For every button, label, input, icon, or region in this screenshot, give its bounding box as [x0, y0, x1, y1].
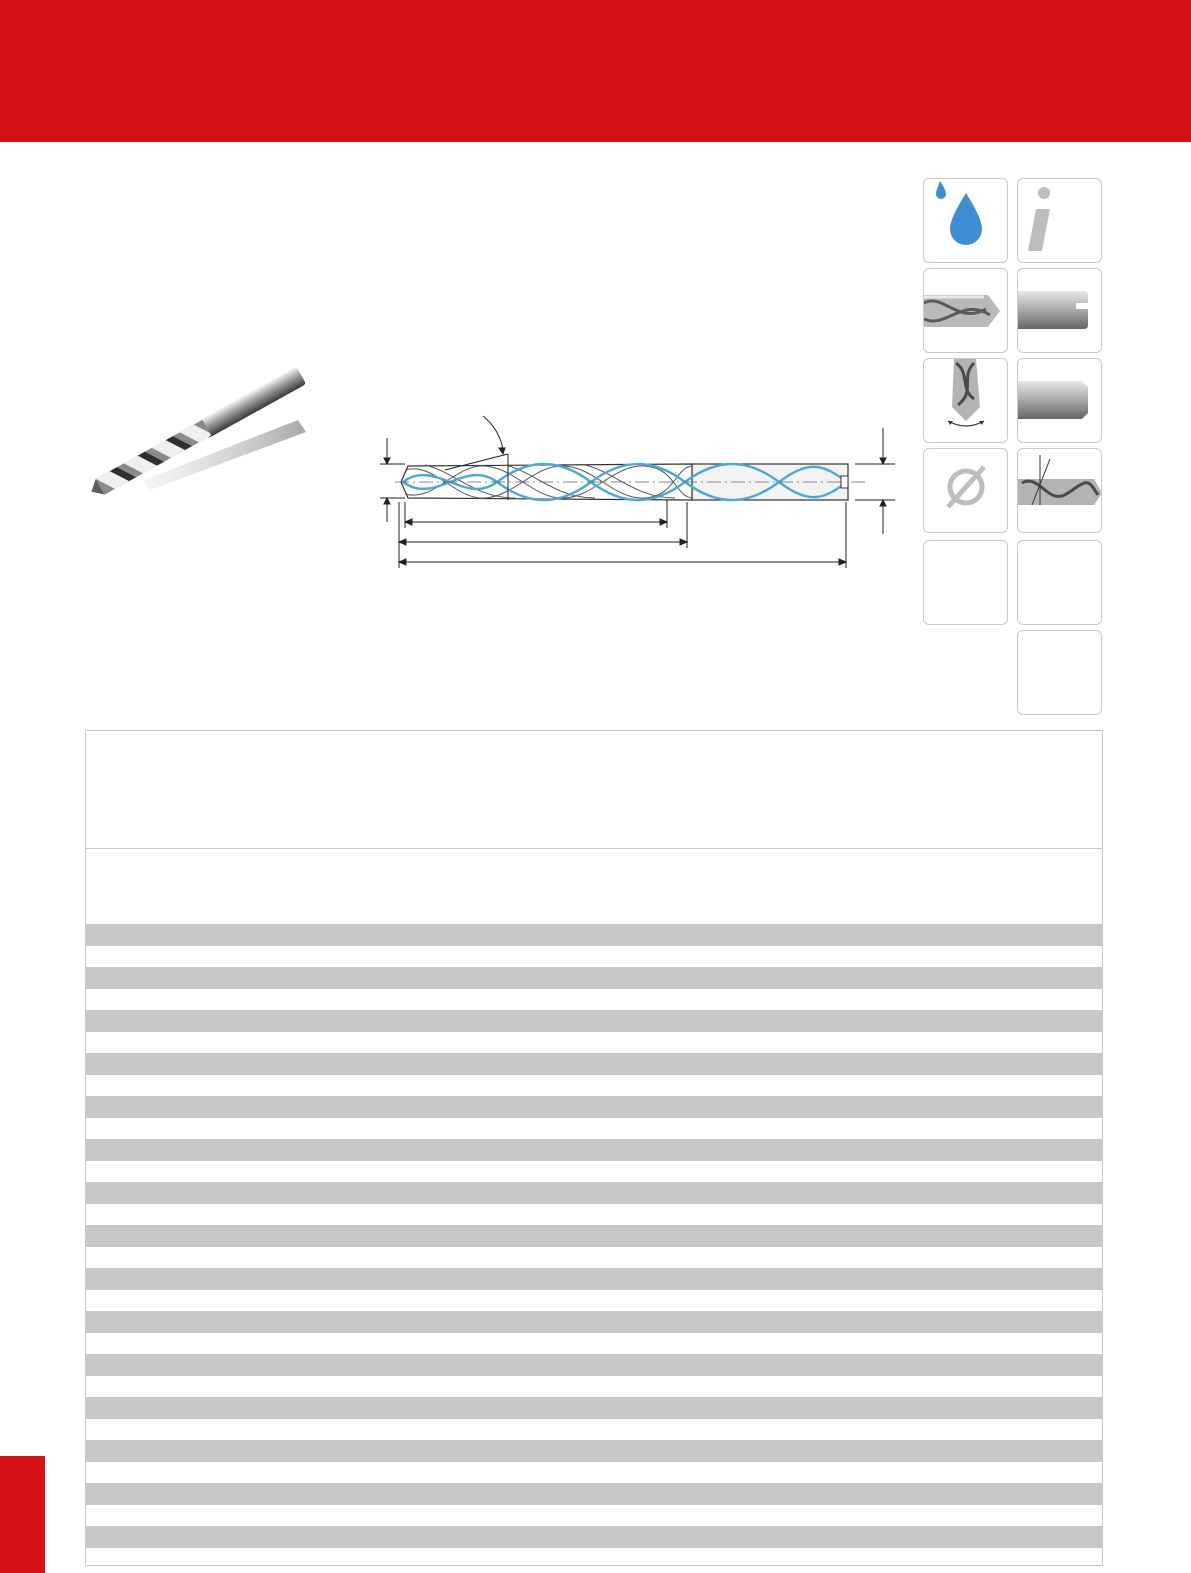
table-row	[86, 1053, 1102, 1075]
table-row	[86, 967, 1102, 989]
table-row	[86, 1526, 1102, 1548]
table-row	[86, 1010, 1102, 1032]
side-tab	[0, 1456, 45, 1573]
point-angle-icon	[923, 358, 1008, 443]
shank-flat-icon	[1017, 268, 1102, 353]
spec-table-panel	[85, 730, 1103, 1566]
blank-tile	[1017, 630, 1102, 715]
table-row	[86, 1440, 1102, 1462]
drill-product-photo	[84, 362, 314, 502]
table-row	[86, 1268, 1102, 1290]
panel-divider	[86, 848, 1102, 849]
table-row	[86, 1397, 1102, 1419]
diameter-icon	[923, 448, 1008, 533]
info-icon	[1017, 178, 1102, 263]
table-row	[86, 1096, 1102, 1118]
blank-tile	[1017, 540, 1102, 625]
drill-technical-drawing	[375, 410, 895, 580]
table-row	[86, 1139, 1102, 1161]
table-row	[86, 1182, 1102, 1204]
blank-tile	[923, 540, 1008, 625]
helix-angle-icon	[1017, 448, 1102, 533]
table-row	[86, 1311, 1102, 1333]
coolant-drop-icon	[923, 178, 1008, 263]
table-row	[86, 924, 1102, 946]
table-row	[86, 1483, 1102, 1505]
twist-flute-tip-icon	[923, 268, 1008, 353]
shank-chamfer-icon	[1017, 358, 1102, 443]
header-band	[0, 0, 1191, 142]
table-row	[86, 1225, 1102, 1247]
table-row	[86, 1354, 1102, 1376]
